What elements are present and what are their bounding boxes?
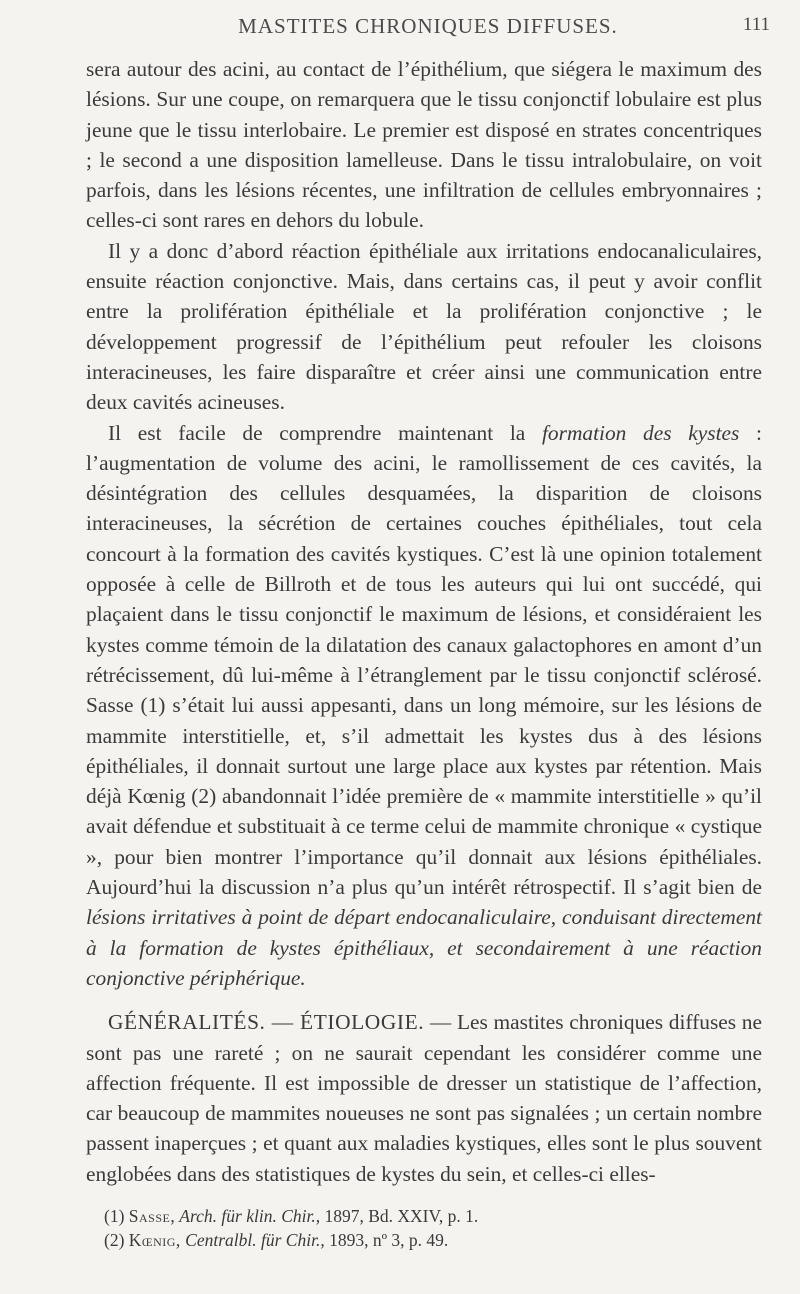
footnote-2-number: (2): [104, 1230, 129, 1250]
page-number: 111: [742, 14, 770, 35]
footnote-1-number: (1): [104, 1206, 129, 1226]
paragraph-1: sera autour des acini, au contact de l’épithélium, que siégera le maximum des lésions. Sur une coupe, on remarquera que le tissu conjonctif lobulaire est plus jeune que le tissu interlobaire. Le premier est disposé en strates concentriques ; le second a une disposition lamelleuse. Dans le tissu intralobulaire, on voit parfois, dans les lésions récentes, une infiltration de cellules embryonnaires ; celles-ci sont rares en dehors du lobule.: [86, 57, 762, 233]
paragraph-2: Il y a donc d’abord réaction épithéliale aux irritations endocanaliculaires, ensuite réaction conjonctive. Mais, dans certains cas, il peut y avoir conflit entre la prolifération épithéliale et la prolifération conjonctive ; le développement progressif de l’épithélium peut refouler les cloisons interacineuses, les faire disparaître et créer ainsi une communication entre deux cavités acineuses.: [86, 238, 762, 415]
paragraph-3: [86, 418, 762, 994]
footnote-2: [104, 1228, 764, 1252]
body-text: [86, 54, 762, 1189]
footnote-1-rest: 1897, Bd. XXIV, p. 1.: [320, 1206, 479, 1226]
footnote-1-title: Arch. für klin. Chir.,: [175, 1206, 321, 1226]
paragraph-3-italic-term: formation des kystes: [541, 420, 740, 445]
paragraph-3-italic-conclusion: lésions irritatives à point de départ endocanaliculaire, conduisant directement à la formation de kystes épithéliaux, et secondairement à une réaction conjonctive périphérique.: [86, 905, 762, 990]
paragraph-4: [86, 1007, 762, 1189]
footnotes: [104, 1204, 764, 1252]
footnote-2-title: Centralbl. für Chir.,: [180, 1230, 325, 1250]
footnote-1-author: Sasse,: [128, 1206, 176, 1226]
paragraph-4-text: — Les mastites chroniques diffuses ne sont pas une rareté ; on ne saurait cependant les considérer comme une affection fréquente. Il est impossible de dresser un statistique de l’affection, car beaucoup de mammites noueuses ne sont pas signalées ; un certain nombre passent inaperçues ; et quant aux maladies kystiques, elles sont le plus souvent englobées dans des statistiques de kystes du sein, et celles-ci elles-: [86, 1010, 762, 1186]
section-heading: GÉNÉRALITÉS. — ÉTIOLOGIE.: [108, 1010, 425, 1035]
page-header: [86, 14, 770, 44]
footnote-2-author: Kœnig,: [128, 1230, 181, 1250]
footnote-2-rest: 1893, nº 3, p. 49.: [324, 1230, 449, 1250]
running-head: MASTITES CHRONIQUES DIFFUSES.: [238, 14, 618, 38]
paragraph-3-text-a: Il est facile de comprendre maintenant la: [108, 420, 542, 445]
footnote-1: [104, 1204, 764, 1228]
paragraph-3-text-b: : l’augmentation de volume des acini, le ramollissement de ces cavités, la désintégration des cellules desquamées, la disparition de cloisons interacineuses, la sécrétion de certaines couches épithéliales, tout cela concourt à la formation des cavités kystiques. C’est là une opinion totalement opposée à celle de Billroth et de tous les auteurs qui lui ont succédé, qui plaçaient dans le tissu conjonctif le maximum de lésions, et considéraient les kystes comme témoin de la dilatation des canaux galactophores en amont d’un rétrécissement, dû lui-même à l’étranglement par le tissu conjonctif sclérosé. Sasse (1) s’était lui aussi appesanti, dans un long mémoire, sur les lésions de mammite interstitielle, et, s’il admettait les kystes dus à des lésions épithéliales, il donnait surtout une large place aux kystes par rétention. Mais déjà Kœnig (2) abandonnait l’idée première de « mammite interstitielle » qu’il avait défendue et substituait à ce terme celui de mammite chronique « cystique », pour bien montrer l’importance qu’il donnait aux lésions épithéliales. Aujourd’hui la discussion n’a plus qu’un intérêt rétrospectif. Il s’agit bien de: [86, 420, 762, 900]
